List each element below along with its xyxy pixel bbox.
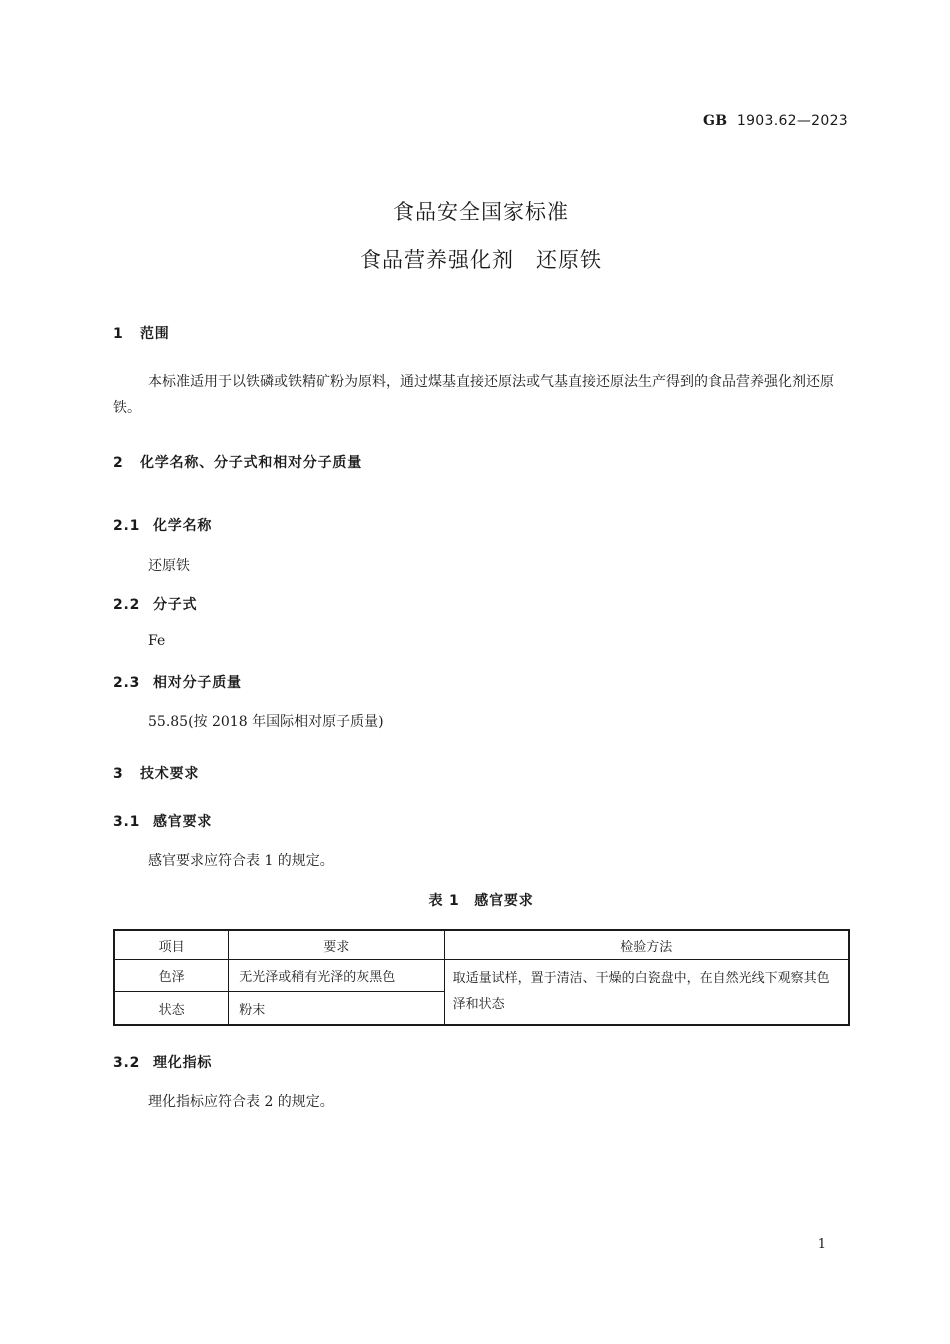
section-2-1-heading (113, 515, 212, 535)
standard-number (703, 113, 848, 129)
page-number: 1 (817, 1237, 826, 1252)
section-title: 化学名称 (153, 518, 213, 534)
section-title: 理化指标 (153, 1055, 213, 1071)
section-2-2-heading (113, 594, 197, 614)
table-header-cell: 要求 (229, 930, 444, 960)
table-cell-method: 取适量试样，置于清洁、干燥的白瓷盘中，在自然光线下观察其色泽和状态 (444, 960, 849, 1026)
table-header-cell: 项目 (114, 930, 229, 960)
section-3-1-heading (113, 811, 212, 831)
document-title-line1: 食品安全国家标准 (393, 200, 569, 224)
section-number: 1 (113, 326, 124, 342)
section-1-heading (113, 323, 170, 343)
sensory-requirement-text: 感官要求应符合表 1 的规定。 (148, 853, 334, 869)
section-title: 技术要求 (140, 766, 200, 782)
section-1-paragraph: 本标准适用于以铁磷或铁精矿粉为原料，通过煤基直接还原法或气基直接还原法生产得到的食品营养强化剂还原铁。 (113, 374, 834, 416)
section-3-heading (113, 763, 199, 783)
section-number: 2.2 (113, 597, 141, 613)
table-1-caption: 表 1 感官要求 (428, 893, 534, 909)
table-cell-requirement: 粉末 (229, 992, 444, 1025)
section-number: 2 (113, 455, 124, 471)
table-header-cell: 检验方法 (444, 930, 849, 960)
molecular-formula: Fe (148, 633, 166, 649)
section-title: 范围 (140, 326, 170, 342)
section-title: 分子式 (153, 597, 198, 613)
chemical-name: 还原铁 (148, 558, 190, 574)
sensory-requirements-table (113, 929, 850, 1026)
table-header-row (114, 930, 849, 960)
table-row (114, 960, 849, 992)
standard-prefix: GB (702, 113, 728, 129)
section-number: 2.1 (113, 518, 141, 534)
physicochemical-requirement-text: 理化指标应符合表 2 的规定。 (148, 1094, 334, 1110)
table-cell-requirement: 无光泽或稍有光泽的灰黑色 (229, 960, 444, 992)
section-2-3-heading (113, 672, 242, 692)
standard-code: 1903.62—2023 (736, 113, 848, 129)
molecular-mass: 55.85(按 2018 年国际相对原子质量) (148, 714, 384, 730)
document-title-line2: 食品营养强化剂 还原铁 (360, 248, 602, 272)
table-cell-item: 状态 (114, 992, 229, 1025)
section-number: 3.2 (113, 1055, 141, 1071)
section-title: 相对分子质量 (153, 675, 242, 691)
section-number: 3.1 (113, 814, 141, 830)
section-3-2-heading (113, 1052, 212, 1072)
section-title: 化学名称、分子式和相对分子质量 (140, 455, 362, 471)
section-number: 3 (113, 766, 124, 782)
section-number: 2.3 (113, 675, 141, 691)
table-cell-item: 色泽 (114, 960, 229, 992)
section-2-heading (113, 452, 362, 472)
section-title: 感官要求 (153, 814, 213, 830)
